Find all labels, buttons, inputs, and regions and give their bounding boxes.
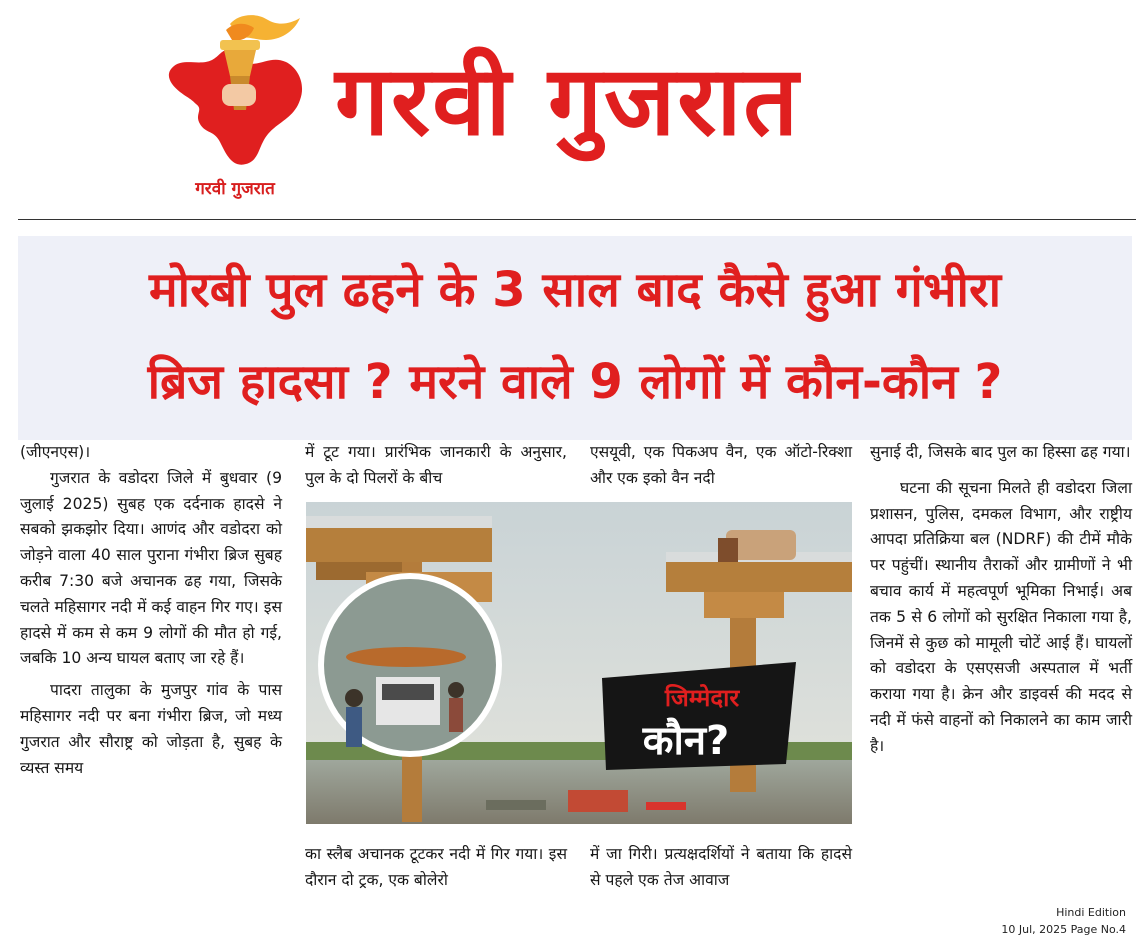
edition-info — [1001, 904, 1126, 938]
photo-badge-line-2: कौन? — [642, 718, 730, 764]
article-column-1 — [20, 440, 282, 781]
headline-line-2: ब्रिज हादसा ? मरने वाले 9 लोगों में कौन-कौन ? — [147, 354, 1003, 410]
gujarat-map-torch-icon — [160, 14, 320, 174]
article-paragraph: एसयूवी, एक पिकअप वैन, एक ऑटो-रिक्शा और एक इको वैन नदी — [590, 443, 852, 487]
article-column-3-top — [590, 440, 852, 492]
article-paragraph: सुनाई दी, जिसके बाद पुल का हिस्सा ढह गया। — [870, 443, 1131, 461]
masthead — [0, 0, 1136, 218]
edition-label: Hindi Edition — [1056, 906, 1126, 919]
logo-caption: गरवी गुजरात — [195, 179, 275, 199]
article-paragraph: में टूट गया। प्रारंभिक जानकारी के अनुसार, पुल के दो पिलरों के बीच — [305, 443, 567, 487]
headline-line-1: मोरबी पुल ढहने के 3 साल बाद कैसे हुआ गंभीरा — [148, 262, 1002, 318]
masthead-divider — [18, 219, 1136, 220]
article-column-3-bottom — [590, 842, 852, 894]
article-column-4 — [870, 440, 1132, 760]
collapsed-bridge-photo — [306, 502, 852, 824]
article-paragraph: गुजरात के वडोदरा जिले में बुधवार (9 जुलाई 2025) सुबह एक दर्दनाक हादसे ने सबको झकझोर दिया। आणंद और वडोदरा को जोड़ने वाला 40 साल पुराना गंभीरा ब्रिज सुबह करीब 7:30 बजे अचानक ढह गया, जिसके चलते महिसागर नदी में कई वाहन गिर गए। इस हादसे में कम से कम 9 लोगों की मौत हो गई, जबकि 10 अन्य घायल बताए जा रहे हैं। — [20, 468, 282, 668]
date-page-label: 10 Jul, 2025 Page No.4 — [1001, 923, 1126, 936]
article-paragraph: पादरा तालुका के मुजपुर गांव के पास महिसागर नदी पर बना गंभीरा ब्रिज, जो मध्य गुजरात और सौराष्ट्र को जोड़ता है, सुबह के व्यस्त समय — [20, 681, 282, 777]
newspaper-name: गरवी गुजरात — [335, 45, 801, 157]
photo-badge-line-1: जिम्मेदार — [664, 684, 740, 712]
article-paragraph: में जा गिरी। प्रत्यक्षदर्शियों ने बताया कि हादसे से पहले एक तेज आवाज — [590, 845, 852, 889]
dateline: (जीएनएस)। — [20, 443, 91, 461]
article-paragraph: का स्लैब अचानक टूटकर नदी में गिर गया। इस दौरान दो ट्रक, एक बोलेरो — [305, 845, 567, 889]
article-paragraph: घटना की सूचना मिलते ही वडोदरा जिला प्रशासन, पुलिस, दमकल विभाग, और राष्ट्रीय आपदा प्रतिक्रिया बल (NDRF) की टीमें मौके पर पहुंचीं। स्थानीय तैराकों और ग्रामीणों ने भी बचाव कार्य में महत्वपूर्ण भूमिका निभाई। अब तक 5 से 6 लोगों को सुरक्षित निकाला गया है, जिनमें से कुछ को मामूली चोटें आई हैं। घायलों को वडोदरा के एसएसजी अस्पताल में भर्ती कराया गया है। क्रेन और डाइवर्स की मदद से नदी में फंसे वाहनों को निकालने का काम जारी है। — [870, 478, 1132, 755]
headline-banner — [18, 236, 1132, 440]
article-column-2-bottom — [305, 842, 567, 894]
torch-map-logo — [160, 14, 320, 204]
article-column-2-top — [305, 440, 567, 492]
